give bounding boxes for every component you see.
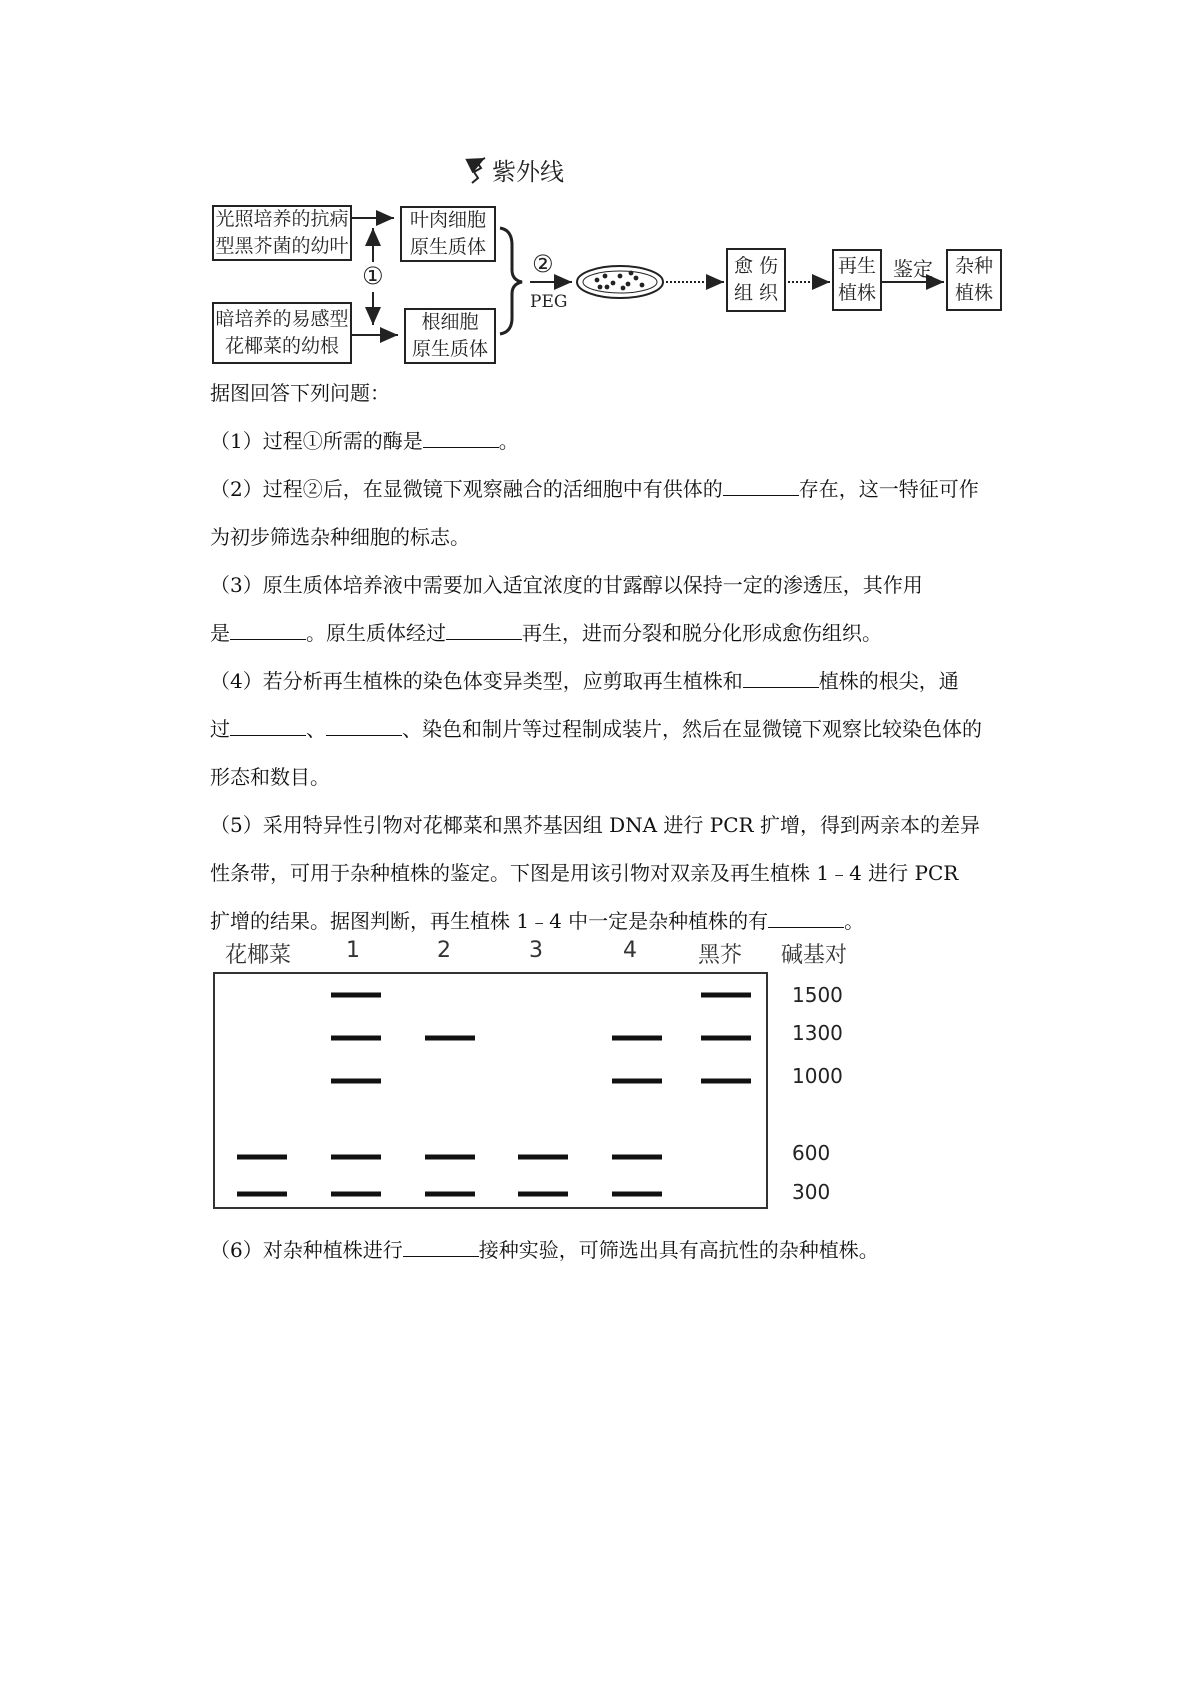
root-source-box [212, 302, 352, 364]
uv-label: 紫外线 [492, 158, 564, 186]
q5-text-c: 扩增的结果。据图判断，再生植株 1﹣4 中一定是杂种植株的有 [210, 909, 769, 933]
meso-line-2: 原生质体 [409, 236, 486, 258]
question-3-line-1: （3）原生质体培养液中需要加入适宜浓度的甘露醇以保持一定的渗透压，其作用 [210, 573, 923, 597]
hybrid-plant-box [946, 249, 1002, 311]
q4-text-a: （4）若分析再生植株的染色体变异类型，应剪取再生植株和 [210, 669, 743, 693]
q4-text-c: 过 [210, 717, 230, 741]
q3-blank-1[interactable] [230, 619, 306, 640]
q4-text-d: 、 [306, 717, 326, 741]
q6-blank[interactable] [403, 1236, 479, 1257]
q4-blank-1[interactable] [743, 667, 819, 688]
q5-blank[interactable] [768, 907, 844, 928]
question-6 [210, 1226, 1030, 1274]
q3-text-b: 是 [210, 621, 230, 645]
step-1-marker: ① [362, 262, 384, 290]
step-2-marker: ② [532, 250, 554, 278]
meso-line-1: 叶肉细胞 [409, 209, 486, 231]
q5-end: 。 [844, 909, 865, 933]
root-line-1: 暗培养的易感型 [215, 308, 349, 330]
callus-line-2: 组 织 [733, 282, 779, 304]
bp-header: 碱基对 [781, 943, 848, 968]
callus-line-1: 愈 伤 [733, 255, 779, 277]
mesophyll-protoplast-box [400, 206, 496, 262]
question-2-line-1 [210, 465, 1030, 513]
root-line-2: 花椰菜的幼根 [224, 335, 339, 357]
leaf-line-2: 型黑芥菌的幼叶 [215, 235, 349, 257]
regen-line-1: 再生 [837, 255, 876, 277]
questions-upper [210, 369, 1030, 945]
questions-lower [210, 1226, 1030, 1274]
fusion-brace [500, 228, 522, 334]
q4-text-e: 、染色和制片等过程制成装片，然后在显微镜下观察比较染色体的 [402, 717, 982, 741]
q4-blank-2[interactable] [230, 715, 306, 736]
question-4-line-3: 形态和数目。 [210, 765, 330, 789]
q6-text: （6）对杂种植株进行 [210, 1238, 403, 1262]
question-5-line-3 [210, 897, 1030, 945]
question-2-line-2: 为初步筛选杂种细胞的标志。 [210, 525, 470, 549]
lane-label-2: 2 [437, 938, 451, 963]
q3-text-c: 。原生质体经过 [306, 621, 446, 645]
rootcell-line-1: 根细胞 [421, 311, 479, 333]
bp-label-1500: 1500 [792, 983, 843, 1007]
lane-label-black-mustard: 黑芥 [698, 943, 743, 968]
callus-box [726, 248, 786, 312]
q1-text: （1）过程①所需的酶是 [210, 429, 423, 453]
peg-label: PEG [530, 292, 568, 312]
question-5-line-2: 性条带，可用于杂种植株的鉴定。下图是用该引物对双亲及再生植株 1﹣4 进行 PCR [210, 861, 959, 885]
question-5-line-1: （5）采用特异性引物对花椰菜和黑芥基因组 DNA 进行 PCR 扩增，得到两亲本的差异 [210, 813, 980, 837]
question-4-line-2 [210, 705, 1030, 753]
identify-label: 鉴定 [893, 257, 933, 281]
lane-label-3: 3 [529, 938, 543, 963]
q3-blank-2[interactable] [446, 619, 522, 640]
question-3-line-2 [210, 609, 1030, 657]
lane-label-1: 1 [346, 938, 360, 963]
lane-label-4: 4 [623, 938, 637, 963]
bp-label-1000: 1000 [792, 1064, 843, 1088]
q2-text: （2）过程②后，在显微镜下观察融合的活细胞中有供体的 [210, 477, 723, 501]
q2-text-b: 存在，这一特征可作 [798, 477, 979, 501]
hybrid-line-2: 植株 [954, 282, 993, 304]
leaf-line-1: 光照培养的抗病 [215, 208, 349, 230]
intro-text: 据图回答下列问题： [210, 381, 390, 405]
question-4-line-1 [210, 657, 1030, 705]
hybrid-line-1: 杂种 [954, 255, 993, 277]
q2-blank[interactable] [723, 475, 799, 496]
q6-end: 接种实验，可筛选出具有高抗性的杂种植株。 [478, 1238, 879, 1262]
lane-label-cauliflower: 花椰菜 [225, 943, 292, 968]
leaf-source-box [212, 205, 352, 261]
bp-label-1300: 1300 [792, 1021, 843, 1045]
q4-blank-3[interactable] [326, 715, 402, 736]
root-protoplast-box [404, 308, 496, 364]
regen-line-2: 植株 [837, 282, 876, 304]
regenerated-plant-box [832, 249, 882, 311]
bp-label-300: 300 [792, 1180, 831, 1204]
q1-end: 。 [498, 429, 519, 453]
uv-zigzag [472, 158, 485, 183]
q4-text-b: 植株的根尖，通 [818, 669, 959, 693]
rootcell-line-2: 原生质体 [411, 338, 488, 360]
question-1 [210, 417, 1030, 465]
bp-label-600: 600 [792, 1141, 831, 1165]
diagram-arrows [0, 0, 1200, 380]
gel-frame [213, 972, 768, 1209]
q3-text-d: 再生，进而分裂和脱分化形成愈伤组织。 [522, 621, 882, 645]
q1-blank[interactable] [423, 427, 499, 448]
